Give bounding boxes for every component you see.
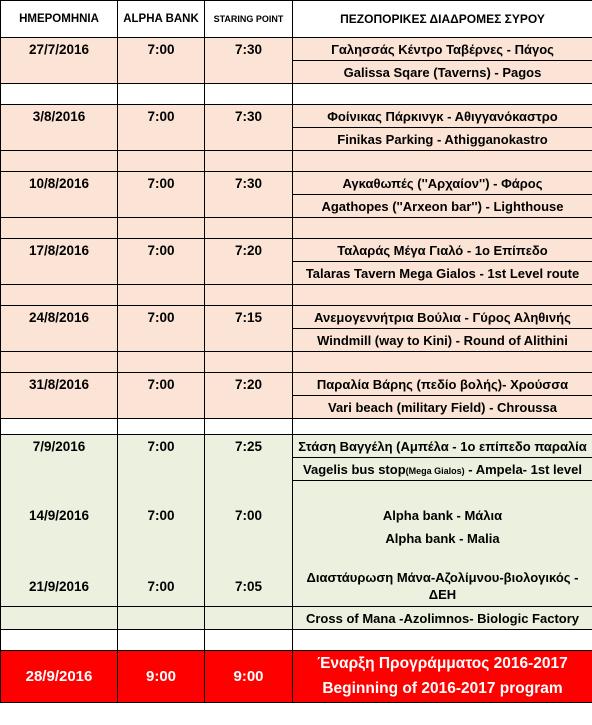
walk-date: 3/8/2016 xyxy=(1,105,118,128)
walk-start-time: 7:30 xyxy=(205,38,293,61)
walk-start-time: 7:25 xyxy=(205,435,293,458)
walk-start-time: 7:05 xyxy=(205,567,293,607)
walk-date: 14/9/2016 xyxy=(1,504,118,527)
walk-date: 7/9/2016 xyxy=(1,435,118,458)
spacer-row xyxy=(1,630,592,651)
walk-bank-time: 7:00 xyxy=(118,567,205,607)
spacer-row xyxy=(1,352,592,373)
walk-route-greek: Ανεμογεννήτρια Βούλια - Γύρος Αληθινής xyxy=(293,306,592,329)
final-route-english: Beginning of 2016-2017 program xyxy=(293,677,592,703)
walk-bank-time: 7:00 xyxy=(118,504,205,527)
spacer-row xyxy=(1,84,592,105)
walk-date: 24/8/2016 xyxy=(1,306,118,329)
walk-route-english: Galissa Sqare (Taverns) - Pagos xyxy=(293,61,592,84)
walk-start-time: 7:15 xyxy=(205,306,293,329)
walk-route-english: Agathopes (''Arxeon bar'') - Lighthouse xyxy=(293,195,592,218)
walk-date: 17/8/2016 xyxy=(1,239,118,262)
walk-row xyxy=(1,567,592,607)
walk-date: 10/8/2016 xyxy=(1,172,118,195)
walk-row xyxy=(1,481,592,504)
walk-bank-time: 7:00 xyxy=(118,306,205,329)
walk-row-en xyxy=(1,128,592,151)
walk-start-time: 7:20 xyxy=(205,373,293,396)
walk-row xyxy=(1,172,592,195)
walk-route-greek: Αγκαθωπές (''Αρχαίον'') - Φάρος xyxy=(293,172,592,195)
spacer-row xyxy=(1,218,592,239)
walk-route-greek-line: Διαστάυρωση Μάνα-Αζολίμνου-βιολογικός - xyxy=(306,570,579,586)
walk-route-english: Cross of Mana -Azolimnos- Biologic Factory xyxy=(293,607,592,630)
walk-date: 31/8/2016 xyxy=(1,373,118,396)
walk-row-en xyxy=(1,607,592,630)
walk-route-english: Windmill (way to Kini) - Round of Alithini xyxy=(293,329,592,352)
walk-row xyxy=(1,105,592,128)
walk-bank-time: 7:00 xyxy=(118,172,205,195)
walk-route-greek: Φοίνικας Πάρκινγκ - Αθιγγανόκαστρο xyxy=(293,105,592,128)
walk-row-en xyxy=(1,262,592,285)
walk-route-english: Alpha bank - Malia xyxy=(293,527,592,550)
walk-route-english xyxy=(293,458,592,481)
spacer-row xyxy=(1,550,592,567)
walk-route-english: Finikas Parking - Athigganokastro xyxy=(293,128,592,151)
walk-route-greek xyxy=(293,567,592,607)
walk-bank-time: 7:00 xyxy=(118,373,205,396)
walk-row-en xyxy=(1,458,592,481)
walk-bank-time: 7:00 xyxy=(118,105,205,128)
walk-route-english: Vari beach (military Field) - Chroussa xyxy=(293,396,592,419)
final-start-time: 9:00 xyxy=(205,651,293,703)
header-bank: ALPHA BANK xyxy=(118,1,205,38)
walk-route-greek: Στάση Βαγγέλη (Αμπέλα - 1ο επίπεδο παραλία xyxy=(293,435,592,458)
walk-route-english-note: (Mega Gialos) xyxy=(405,465,465,476)
header-row xyxy=(1,1,592,38)
walk-start-time: 7:20 xyxy=(205,239,293,262)
walk-route-english-part: - Ampela- 1st level xyxy=(464,461,582,477)
walk-date: 21/9/2016 xyxy=(1,567,118,607)
walk-date: 27/7/2016 xyxy=(1,38,118,61)
walk-route-english-part: Vagelis bus stop xyxy=(303,461,406,477)
walk-row xyxy=(1,435,592,458)
walk-row xyxy=(1,38,592,61)
program-start-row xyxy=(1,651,592,677)
walk-row xyxy=(1,306,592,329)
walk-route-greek: Γαλησσάς Κέντρο Ταβέρνες - Πάγος xyxy=(293,38,592,61)
walk-route-english: Talaras Tavern Mega Gialos - 1st Level route xyxy=(293,262,592,285)
header-start: STARING POINT xyxy=(205,1,293,38)
walk-row-en xyxy=(1,329,592,352)
walk-row xyxy=(1,504,592,527)
walk-row-en xyxy=(1,396,592,419)
spacer-row xyxy=(1,419,592,435)
walk-row-en xyxy=(1,61,592,84)
final-route-greek: Έναρξη Προγράμματος 2016-2017 xyxy=(293,651,592,677)
walk-row xyxy=(1,239,592,262)
walk-row xyxy=(1,373,592,396)
walk-route-greek: Alpha bank - Μάλια xyxy=(293,504,592,527)
walk-route-greek-line: ΔΕΗ xyxy=(428,587,457,603)
header-route: ΠΕΖΟΠΟΡΙΚΕΣ ΔΙΑΔΡΟΜΕΣ ΣΥΡΟΥ xyxy=(293,1,592,38)
walk-start-time: 7:30 xyxy=(205,172,293,195)
final-bank-time: 9:00 xyxy=(118,651,205,703)
spacer-row xyxy=(1,151,592,172)
spacer-row xyxy=(1,285,592,306)
walk-start-time: 7:00 xyxy=(205,504,293,527)
final-date: 28/9/2016 xyxy=(1,651,118,703)
walk-row-en xyxy=(1,195,592,218)
walk-start-time: 7:30 xyxy=(205,105,293,128)
walk-bank-time: 7:00 xyxy=(118,38,205,61)
walk-bank-time: 7:00 xyxy=(118,435,205,458)
walk-bank-time: 7:00 xyxy=(118,239,205,262)
walk-route-greek: Ταλαράς Μέγα Γιαλό - 1ο Επίπεδο xyxy=(293,239,592,262)
header-date: ΗΜΕΡΟΜΗΝΙΑ xyxy=(1,1,118,38)
walk-route-greek: Παραλία Βάρης (πεδίο βολής)- Χρούσσα xyxy=(293,373,592,396)
walk-row-en xyxy=(1,527,592,550)
